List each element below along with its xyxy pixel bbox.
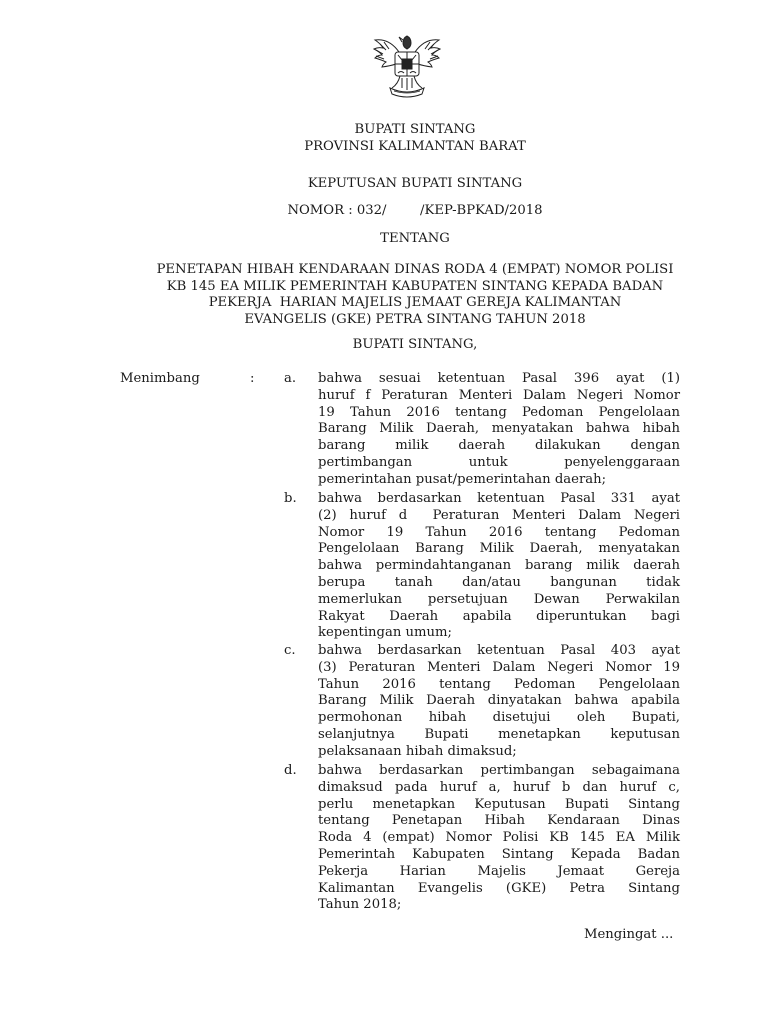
item-line: pertimbangan untuk penyelenggaraan	[318, 454, 680, 470]
consideration-item-a	[318, 371, 680, 489]
considering-label: Menimbang	[120, 371, 200, 386]
item-line: tentang Penetapan Hibah Kendaraan Dinas	[318, 813, 680, 829]
item-line: barang milik daerah dilakukan dengan	[318, 438, 680, 454]
item-line: bahwa berdasarkan ketentuan Pasal 331 ayat	[318, 491, 680, 506]
issuer-heading: BUPATI SINTANG,	[352, 337, 478, 352]
subject-line: KB 145 EA MILIK PEMERINTAH KABUPATEN SINTANG KEPADA BADAN	[166, 278, 664, 294]
garuda-emblem	[366, 30, 448, 108]
item-line: Tahun 2018;	[318, 897, 402, 913]
item-line: Pekerja Harian Majelis Jemaat Gereja	[318, 863, 680, 879]
consideration-item-c	[318, 643, 680, 761]
item-line: perlu menetapkan Keputusan Bupati Sintang	[318, 796, 680, 812]
item-line: permohonan hibah disetujui oleh Bupati,	[318, 710, 680, 726]
item-line: Rakyat Daerah apabila diperuntukan bagi	[318, 608, 680, 624]
item-line: berupa tanah dan/atau bangunan tidak	[318, 574, 680, 590]
item-line: Roda 4 (empat) Nomor Polisi KB 145 EA Milik	[318, 830, 680, 846]
item-line: Tahun 2016 tentang Pedoman Pengelolaan	[318, 676, 680, 692]
subject-line: PEKERJA HARIAN MAJELIS JEMAAT GEREJA KALIMANTAN	[208, 295, 622, 310]
subject-line: PENETAPAN HIBAH KENDARAAN DINAS RODA 4 (EMPAT) NOMOR POLISI	[156, 262, 674, 277]
consideration-item-d	[318, 763, 680, 914]
item-line: huruf f Peraturan Menteri Dalam Negeri Nomor	[318, 387, 680, 403]
subject-line: EVANGELIS (GKE) PETRA SINTANG TAHUN 2018	[244, 311, 586, 327]
item-line: (2) huruf d Peraturan Menteri Dalam Negeri	[318, 507, 680, 523]
item-line: selanjutnya Bupati menetapkan keputusan	[318, 726, 680, 742]
item-line: Pengelolaan Barang Milik Daerah, menyatakan	[318, 541, 680, 557]
item-line: (3) Peraturan Menteri Dalam Negeri Nomor 19	[318, 659, 680, 675]
item-line: Barang Milik Daerah, menyatakan bahwa hibah	[318, 421, 680, 437]
about-heading: TENTANG	[380, 231, 450, 246]
item-line: Kalimantan Evangelis (GKE) Petra Sintang	[318, 880, 680, 896]
item-line: memerlukan persetujuan Dewan Perwakilan	[318, 591, 680, 607]
item-line: pemerintahan pusat/pemerintahan daerah;	[318, 471, 607, 487]
item-line: Nomor 19 Tahun 2016 tentang Pedoman	[318, 524, 680, 540]
item-line: Pemerintah Kabupaten Sintang Kepada Badan	[318, 846, 680, 862]
regent-title: BUPATI SINTANG	[354, 122, 476, 137]
item-line: kepentingan umum;	[318, 625, 452, 641]
item-line: bahwa berdasarkan ketentuan Pasal 403 ayat	[318, 643, 680, 658]
item-line: Barang Milik Daerah dinyatakan bahwa apabila	[318, 693, 680, 709]
decision-number: NOMOR : 032/ /KEP-BPKAD/2018	[287, 203, 543, 218]
item-letter-a: a.	[284, 371, 297, 386]
regent-header	[100, 122, 730, 155]
consideration-item-b	[318, 491, 680, 642]
considering-colon: :	[250, 371, 255, 386]
item-line: bahwa sesuai ketentuan Pasal 396 ayat (1)	[318, 371, 680, 386]
item-line: 19 Tahun 2016 tentang Pedoman Pengelolaan	[318, 404, 680, 420]
decision-subject	[100, 262, 730, 328]
item-line: dimaksud pada huruf a, huruf b dan huruf c,	[318, 779, 680, 795]
item-line: bahwa permindahtanganan barang milik daerah	[318, 558, 680, 574]
item-letter-c: c.	[284, 643, 296, 658]
item-letter-d: d.	[284, 763, 297, 778]
continuation-note: Mengingat ...	[584, 927, 674, 942]
item-letter-b: b.	[284, 491, 297, 506]
decision-title: KEPUTUSAN BUPATI SINTANG	[307, 176, 523, 191]
item-line: pelaksanaan hibah dimaksud;	[318, 743, 517, 759]
item-line: bahwa berdasarkan pertimbangan sebagaimana	[318, 763, 680, 778]
province-title: PROVINSI KALIMANTAN BARAT	[304, 138, 526, 154]
